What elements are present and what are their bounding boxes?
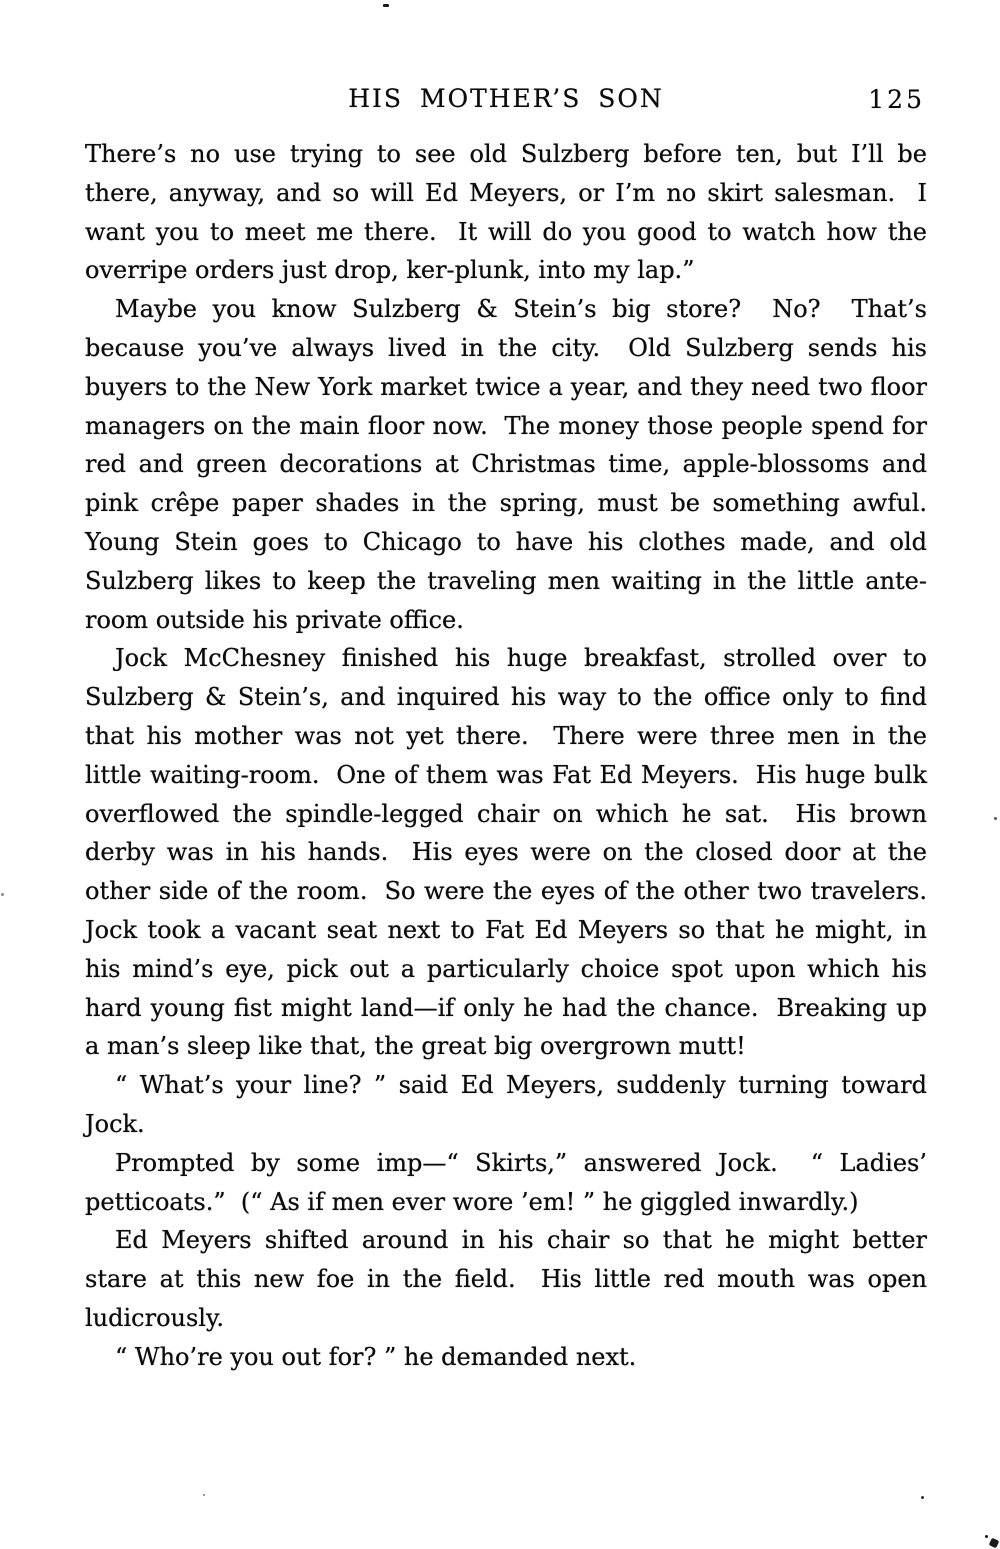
scan-speck: [1, 893, 4, 896]
text-block: [85, 135, 943, 1377]
paragraph: Ed Meyers shifted around in his chair so that he might better stare at this new foe in the field. His little red mouth was open ludicrously.: [85, 1226, 935, 1332]
scan-speck: [989, 1538, 1000, 1549]
paragraph: There’s no use trying to see old Sulzberg before ten, but I’ll be there, anyway, and so will Ed Meyers, or I’m no skirt salesman. I want you to meet me there. It will do you good to watch how the overripe orders just drop, ker-plunk, into my lap.”: [85, 140, 935, 285]
scan-speck: [921, 1496, 924, 1499]
scan-speck: [383, 4, 389, 7]
page-number: 125: [868, 85, 925, 114]
paragraph: Prompted by some imp—“ Skirts,” answered Jock. “ Ladies’ petticoats.” (“ As if men ever wore ’em! ” he giggled inwardly.): [85, 1148, 935, 1216]
paragraph: Jock McChesney finished his huge breakfast, strolled over to Sulzberg & Stein’s, and inquired his way to the office only to find that his mother was not yet there. There were three men in the little waiting-room. One of them was Fat Ed Meyers. His huge bulk overflowed the spindle-legged chair on which he sat. His brown derby was in his hands. His eyes were on the closed door at the other side of the room. So were the eyes of the other two travelers. Jock took a vacant seat next to Fat Ed Meyers so that he might, in his mind’s eye, pick out a particularly choice spot upon which his hard young fist might land—if only he had the chance. Breaking up a man’s sleep like that, the great big overgrown mutt!: [85, 644, 943, 1061]
scan-speck: [994, 817, 997, 820]
scan-speck: [203, 1494, 205, 1496]
paragraph: “ What’s your line? ” said Ed Meyers, suddenly turning toward Jock.: [85, 1071, 935, 1138]
paragraph: “ Who’re you out for? ” he demanded next.: [115, 1342, 637, 1371]
running-head-title: HIS MOTHER’S SON: [348, 84, 664, 113]
scan-speck: [985, 1535, 988, 1538]
paragraph: Maybe you know Sulzberg & Stein’s big store? No? That’s because you’ve always lived in the city. Old Sulzberg sends his buyers to the New York market twice a year, and they need two floor managers on the main floor now. The money those people spend for red and green decorations at Christmas time, apple-blossoms and pink crêpe paper shades in the spring, must be something awful. Young Stein goes to Chicago to have his clothes made, and old Sulzberg likes to keep the traveling men waiting in the little ante-room outside his private office.: [85, 295, 943, 634]
running-head: [85, 84, 927, 118]
